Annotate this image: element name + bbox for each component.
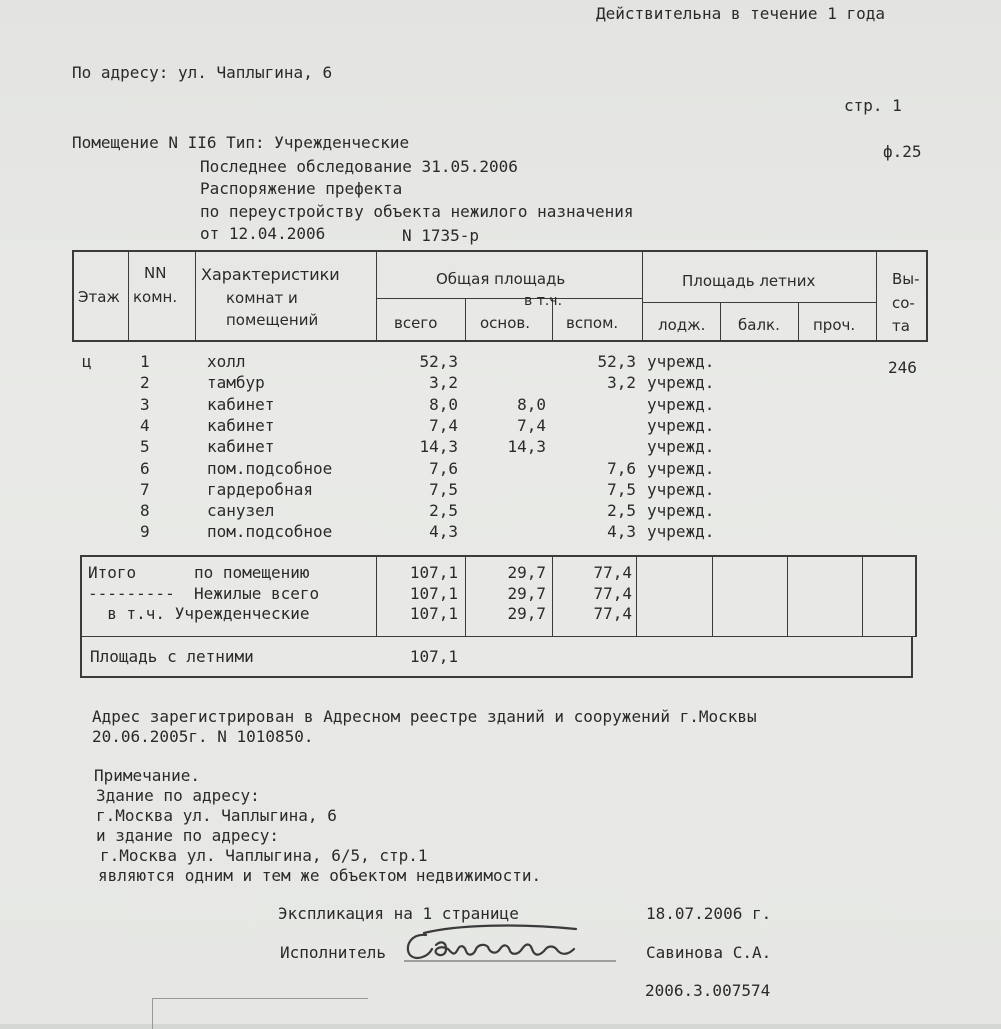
totals-label: --------- Нежилые всего bbox=[88, 584, 320, 603]
row-total: 14,3 bbox=[419, 437, 458, 456]
col-num-2: комн. bbox=[133, 288, 178, 306]
col-char-1: Характеристики bbox=[201, 265, 340, 284]
totals-main: 29,7 bbox=[507, 563, 546, 582]
row-aux: 7,5 bbox=[607, 480, 636, 499]
col-floor: Этаж bbox=[78, 288, 120, 306]
row-aux: 3,2 bbox=[607, 373, 636, 392]
note-title: Примечание. bbox=[94, 766, 200, 785]
survey-line: Последнее обследование 31.05.2006 bbox=[200, 157, 518, 176]
col-total-area: Общая площадь bbox=[436, 270, 566, 288]
row-total: 3,2 bbox=[429, 373, 458, 392]
order-date: от 12.04.2006 bbox=[200, 224, 326, 243]
row-type: учрежд. bbox=[647, 395, 715, 414]
document-date: 18.07.2006 г. bbox=[646, 904, 772, 923]
room-height: 246 bbox=[888, 358, 917, 377]
summer-area-value: 107,1 bbox=[409, 647, 458, 666]
document-code: 2006.3.007574 bbox=[645, 981, 771, 1000]
col-balcony: балк. bbox=[738, 316, 780, 334]
row-num: 1 bbox=[140, 352, 150, 371]
explication-pages: Экспликация на 1 странице bbox=[278, 904, 519, 923]
row-num: 6 bbox=[140, 459, 150, 478]
col-char-2: комнат и bbox=[226, 289, 298, 307]
row-type: учрежд. bbox=[647, 416, 715, 435]
row-aux: 4,3 bbox=[607, 522, 636, 541]
row-num: 3 bbox=[140, 395, 150, 414]
col-num-1: NN bbox=[144, 264, 167, 282]
executor-label: Исполнитель bbox=[280, 943, 386, 962]
row-total: 4,3 bbox=[429, 522, 458, 541]
order-line-1: Распоряжение префекта bbox=[200, 179, 403, 198]
order-number: N 1735-р bbox=[402, 226, 480, 245]
row-name: пом.подсобное bbox=[207, 459, 333, 478]
order-line-2: по переустройству объекта нежилого назначения bbox=[200, 202, 634, 221]
col-incl: в т.ч. bbox=[524, 293, 563, 309]
col-aux: вспом. bbox=[566, 314, 619, 332]
note-line-2: г.Москва ул. Чаплыгина, 6 bbox=[96, 806, 337, 825]
note-line-4: г.Москва ул. Чаплыгина, 6/5, стр.1 bbox=[100, 846, 428, 865]
row-total: 7,5 bbox=[429, 480, 458, 499]
col-other: проч. bbox=[813, 316, 856, 334]
totals-aux: 77,4 bbox=[593, 584, 632, 603]
col-all: всего bbox=[394, 314, 438, 332]
row-name: санузел bbox=[207, 501, 275, 520]
attached-paper-edge bbox=[152, 998, 368, 1029]
row-type: учрежд. bbox=[647, 352, 715, 371]
totals-main: 29,7 bbox=[507, 584, 546, 603]
row-num: 2 bbox=[140, 373, 150, 392]
validity-note: Действительна в течение 1 года bbox=[596, 4, 885, 23]
row-name: пом.подсобное bbox=[207, 522, 333, 541]
row-type: учрежд. bbox=[647, 522, 715, 541]
totals-label: в т.ч. Учрежденческие bbox=[88, 604, 310, 623]
row-aux: 7,6 bbox=[607, 459, 636, 478]
row-total: 52,3 bbox=[419, 352, 458, 371]
registry-line-2: 20.06.2005г. N 1010850. bbox=[92, 727, 314, 746]
executor-name: Савинова С.А. bbox=[646, 943, 772, 962]
row-total: 2,5 bbox=[429, 501, 458, 520]
row-name: кабинет bbox=[207, 416, 275, 435]
row-num: 7 bbox=[140, 480, 150, 499]
row-num: 4 bbox=[140, 416, 150, 435]
row-main: 7,4 bbox=[517, 416, 546, 435]
row-num: 5 bbox=[140, 437, 150, 456]
row-name: холл bbox=[207, 352, 246, 371]
row-main: 14,3 bbox=[507, 437, 546, 456]
signature bbox=[396, 915, 621, 970]
row-total: 7,6 bbox=[429, 459, 458, 478]
col-loggia: лодж. bbox=[658, 316, 706, 334]
row-num: 8 bbox=[140, 501, 150, 520]
totals-aux: 77,4 bbox=[593, 563, 632, 582]
row-name: тамбур bbox=[207, 373, 265, 392]
col-main: основ. bbox=[480, 314, 531, 332]
row-name: гардеробная bbox=[207, 480, 313, 499]
row-type: учрежд. bbox=[647, 501, 715, 520]
row-name: кабинет bbox=[207, 437, 275, 456]
col-char-3: помещений bbox=[226, 311, 319, 329]
row-name: кабинет bbox=[207, 395, 275, 414]
summer-area-label: Площадь с летними bbox=[90, 647, 254, 666]
registry-line-1: Адрес зарегистрирован в Адресном реестре зданий и сооружений г.Москвы bbox=[92, 707, 757, 726]
col-summer: Площадь летних bbox=[682, 272, 816, 290]
totals-total: 107,1 bbox=[409, 563, 458, 582]
note-line-5: являются одним и тем же объектом недвижимости. bbox=[98, 866, 542, 885]
totals-total: 107,1 bbox=[409, 604, 458, 623]
row-total: 8,0 bbox=[429, 395, 458, 414]
form-number: ф.25 bbox=[883, 142, 922, 161]
note-line-1: Здание по адресу: bbox=[96, 786, 260, 805]
address-line: По адресу: ул. Чаплыгина, 6 bbox=[72, 63, 333, 82]
room-line: Помещение N II6 Тип: Учрежденческие bbox=[72, 133, 410, 152]
totals-main: 29,7 bbox=[507, 604, 546, 623]
totals-total: 107,1 bbox=[409, 584, 458, 603]
floor-code: ц bbox=[82, 352, 92, 371]
col-height-2: со- bbox=[892, 294, 915, 312]
row-aux: 2,5 bbox=[607, 501, 636, 520]
col-height-1: Вы- bbox=[892, 270, 920, 288]
page-number: стр. 1 bbox=[844, 96, 902, 115]
col-height-3: та bbox=[892, 317, 910, 335]
totals-aux: 77,4 bbox=[593, 604, 632, 623]
row-aux: 52,3 bbox=[597, 352, 636, 371]
row-type: учрежд. bbox=[647, 480, 715, 499]
row-type: учрежд. bbox=[647, 459, 715, 478]
note-line-3: и здание по адресу: bbox=[96, 826, 280, 845]
row-total: 7,4 bbox=[429, 416, 458, 435]
row-main: 8,0 bbox=[517, 395, 546, 414]
row-type: учрежд. bbox=[647, 373, 715, 392]
totals-label: Итого по помещению bbox=[88, 563, 310, 582]
row-type: учрежд. bbox=[647, 437, 715, 456]
row-num: 9 bbox=[140, 522, 150, 541]
